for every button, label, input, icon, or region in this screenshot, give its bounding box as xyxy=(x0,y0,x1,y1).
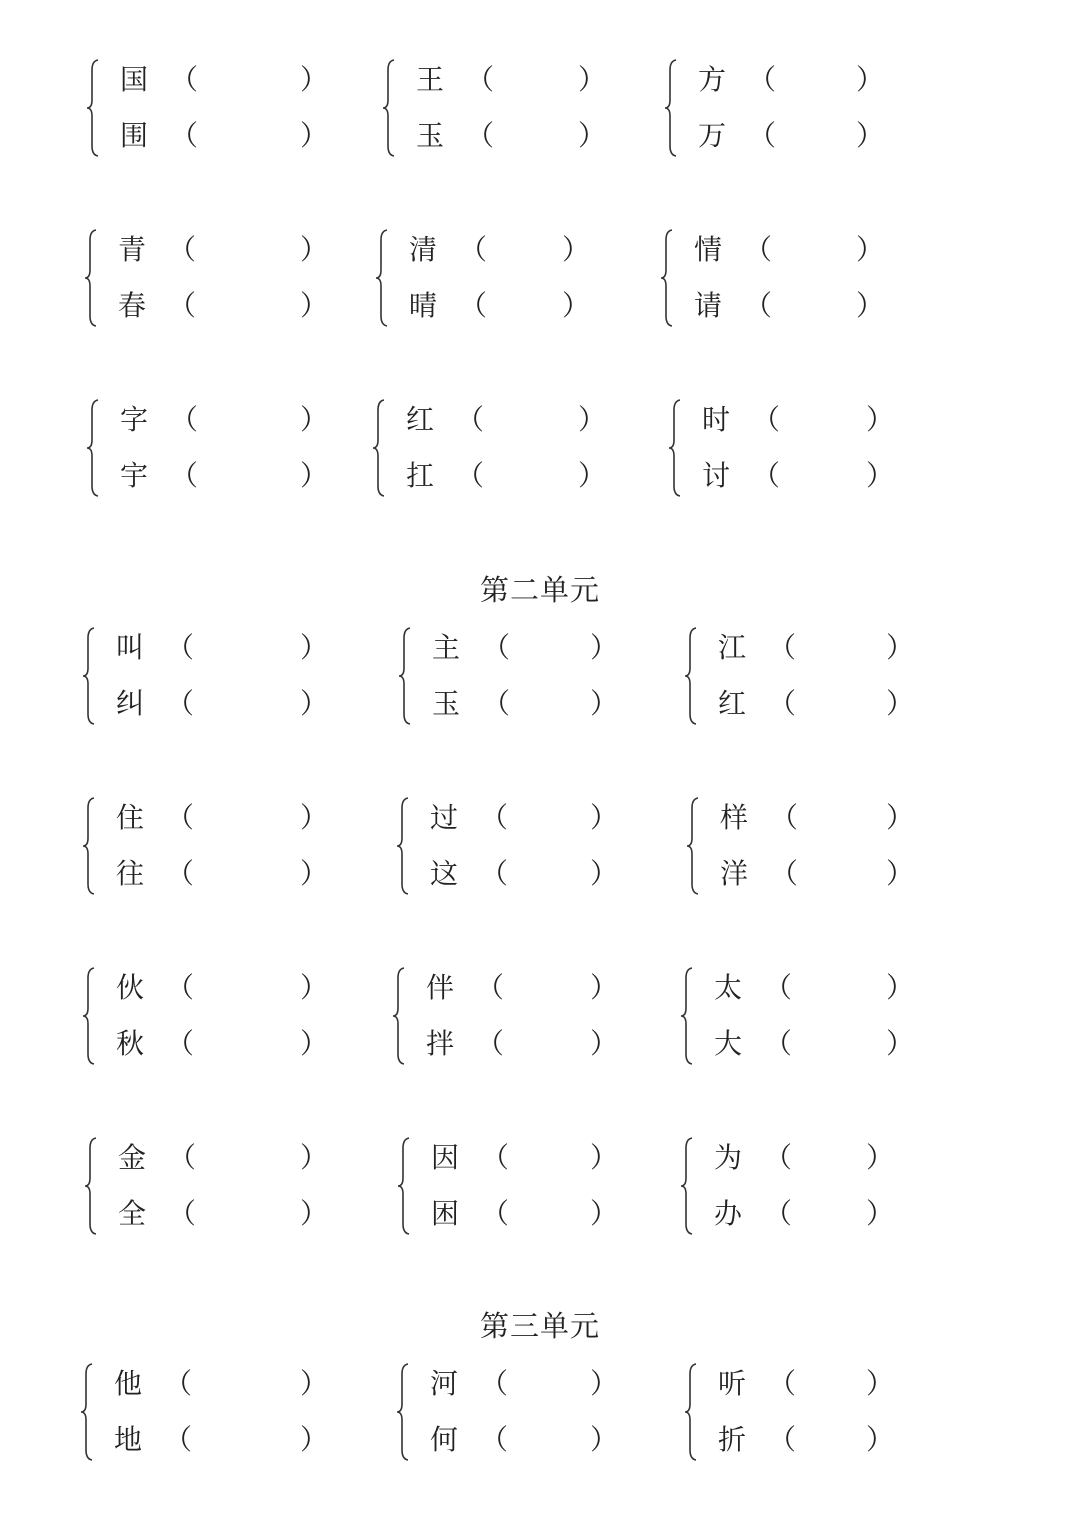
open-paren: （ xyxy=(456,403,485,436)
hanzi-char: 清 xyxy=(409,233,438,266)
hanzi-char: 何 xyxy=(430,1423,459,1456)
close-paren: ） xyxy=(300,459,329,492)
left-brace-icon xyxy=(686,796,702,896)
hanzi-char: 红 xyxy=(406,403,435,436)
close-paren: ） xyxy=(886,857,915,890)
close-paren: ） xyxy=(300,403,329,436)
left-brace-icon xyxy=(684,626,700,726)
open-paren: （ xyxy=(166,801,195,834)
char-pair-group xyxy=(82,966,382,1066)
close-paren: ） xyxy=(590,1141,619,1174)
open-paren: （ xyxy=(166,1027,195,1060)
left-brace-icon xyxy=(680,966,696,1066)
close-paren: ） xyxy=(886,971,915,1004)
left-brace-icon xyxy=(82,626,98,726)
close-paren: ） xyxy=(590,1423,619,1456)
hanzi-char: 纠 xyxy=(116,687,145,720)
char-pair-group xyxy=(382,58,682,158)
left-brace-icon xyxy=(392,966,408,1066)
open-paren: （ xyxy=(482,631,511,664)
hanzi-char: 字 xyxy=(120,403,149,436)
left-brace-icon xyxy=(664,58,680,158)
char-pair-group xyxy=(396,1362,696,1462)
close-paren: ） xyxy=(300,119,329,152)
char-pair-group xyxy=(396,796,696,896)
hanzi-char: 叫 xyxy=(116,631,145,664)
left-brace-icon xyxy=(82,796,98,896)
open-paren: （ xyxy=(166,971,195,1004)
left-brace-icon xyxy=(398,626,414,726)
close-paren: ） xyxy=(590,631,619,664)
open-paren: （ xyxy=(764,1197,793,1230)
char-pair-group xyxy=(398,626,698,726)
close-paren: ） xyxy=(578,403,607,436)
char-pair-group xyxy=(664,58,964,158)
open-paren: （ xyxy=(768,1367,797,1400)
open-paren: （ xyxy=(466,63,495,96)
open-paren: （ xyxy=(456,459,485,492)
char-pair-group xyxy=(375,228,675,328)
open-paren: （ xyxy=(748,119,777,152)
hanzi-char: 拌 xyxy=(426,1027,455,1060)
open-paren: （ xyxy=(752,459,781,492)
hanzi-char: 洋 xyxy=(720,857,749,890)
hanzi-char: 王 xyxy=(416,63,445,96)
open-paren: （ xyxy=(770,857,799,890)
hanzi-char: 万 xyxy=(698,119,727,152)
char-pair-group xyxy=(84,228,384,328)
close-paren: ） xyxy=(866,1197,895,1230)
hanzi-char: 地 xyxy=(114,1423,143,1456)
char-pair-group xyxy=(84,1136,384,1236)
open-paren: （ xyxy=(459,289,488,322)
open-paren: （ xyxy=(170,119,199,152)
hanzi-char: 春 xyxy=(118,289,147,322)
close-paren: ） xyxy=(300,63,329,96)
close-paren: ） xyxy=(300,289,329,322)
close-paren: ） xyxy=(590,1027,619,1060)
unit-heading: 第三单元 xyxy=(479,1309,600,1343)
close-paren: ） xyxy=(300,1027,329,1060)
close-paren: ） xyxy=(300,233,329,266)
char-pair-group xyxy=(680,1136,980,1236)
open-paren: （ xyxy=(764,971,793,1004)
hanzi-char: 为 xyxy=(714,1141,743,1174)
close-paren: ） xyxy=(886,1027,915,1060)
hanzi-char: 扛 xyxy=(406,459,435,492)
hanzi-char: 他 xyxy=(114,1367,143,1400)
close-paren: ） xyxy=(300,631,329,664)
close-paren: ） xyxy=(886,687,915,720)
hanzi-char: 宇 xyxy=(120,459,149,492)
close-paren: ） xyxy=(300,857,329,890)
char-pair-group xyxy=(82,626,382,726)
hanzi-char: 伴 xyxy=(426,971,455,1004)
hanzi-char: 样 xyxy=(720,801,749,834)
hanzi-char: 主 xyxy=(432,631,461,664)
hanzi-char: 围 xyxy=(120,119,149,152)
close-paren: ） xyxy=(856,119,885,152)
close-paren: ） xyxy=(578,63,607,96)
hanzi-char: 玉 xyxy=(432,687,461,720)
char-pair-group xyxy=(668,398,968,498)
char-pair-group xyxy=(684,626,984,726)
unit-heading: 第二单元 xyxy=(479,573,600,607)
char-pair-group xyxy=(86,58,386,158)
hanzi-char: 红 xyxy=(718,687,747,720)
hanzi-char: 国 xyxy=(120,63,149,96)
hanzi-char: 这 xyxy=(430,857,459,890)
hanzi-char: 大 xyxy=(714,1027,743,1060)
close-paren: ） xyxy=(856,289,885,322)
close-paren: ） xyxy=(578,119,607,152)
close-paren: ） xyxy=(590,971,619,1004)
open-paren: （ xyxy=(459,233,488,266)
hanzi-char: 折 xyxy=(718,1423,747,1456)
hanzi-char: 听 xyxy=(718,1367,747,1400)
open-paren: （ xyxy=(764,1141,793,1174)
hanzi-char: 秋 xyxy=(116,1027,145,1060)
hanzi-char: 晴 xyxy=(409,289,438,322)
left-brace-icon xyxy=(396,796,412,896)
left-brace-icon xyxy=(668,398,684,498)
open-paren: （ xyxy=(768,1423,797,1456)
hanzi-char: 江 xyxy=(718,631,747,664)
hanzi-char: 讨 xyxy=(702,459,731,492)
hanzi-char: 往 xyxy=(116,857,145,890)
close-paren: ） xyxy=(300,971,329,1004)
left-brace-icon xyxy=(684,1362,700,1462)
close-paren: ） xyxy=(856,63,885,96)
char-pair-group xyxy=(82,796,382,896)
left-brace-icon xyxy=(660,228,676,328)
open-paren: （ xyxy=(480,1423,509,1456)
close-paren: ） xyxy=(562,233,591,266)
hanzi-char: 河 xyxy=(430,1367,459,1400)
char-pair-group xyxy=(660,228,960,328)
open-paren: （ xyxy=(744,289,773,322)
hanzi-char: 方 xyxy=(698,63,727,96)
hanzi-char: 太 xyxy=(714,971,743,1004)
open-paren: （ xyxy=(482,687,511,720)
hanzi-char: 过 xyxy=(430,801,459,834)
hanzi-char: 办 xyxy=(714,1197,743,1230)
left-brace-icon xyxy=(84,1136,100,1236)
open-paren: （ xyxy=(768,631,797,664)
close-paren: ） xyxy=(590,687,619,720)
close-paren: ） xyxy=(590,857,619,890)
open-paren: （ xyxy=(170,459,199,492)
open-paren: （ xyxy=(748,63,777,96)
open-paren: （ xyxy=(166,857,195,890)
close-paren: ） xyxy=(590,1367,619,1400)
close-paren: ） xyxy=(578,459,607,492)
open-paren: （ xyxy=(481,1197,510,1230)
close-paren: ） xyxy=(590,801,619,834)
char-pair-group xyxy=(686,796,986,896)
close-paren: ） xyxy=(590,1197,619,1230)
hanzi-char: 伙 xyxy=(116,971,145,1004)
close-paren: ） xyxy=(300,1141,329,1174)
close-paren: ） xyxy=(866,459,895,492)
close-paren: ） xyxy=(300,1423,329,1456)
char-pair-group xyxy=(392,966,692,1066)
open-paren: （ xyxy=(168,1141,197,1174)
hanzi-char: 住 xyxy=(116,801,145,834)
close-paren: ） xyxy=(300,1367,329,1400)
left-brace-icon xyxy=(375,228,391,328)
open-paren: （ xyxy=(476,971,505,1004)
char-pair-group xyxy=(80,1362,380,1462)
open-paren: （ xyxy=(764,1027,793,1060)
left-brace-icon xyxy=(680,1136,696,1236)
open-paren: （ xyxy=(168,289,197,322)
open-paren: （ xyxy=(466,119,495,152)
char-pair-group xyxy=(397,1136,697,1236)
hanzi-char: 全 xyxy=(118,1197,147,1230)
hanzi-char: 请 xyxy=(694,289,723,322)
hanzi-char: 金 xyxy=(118,1141,147,1174)
open-paren: （ xyxy=(744,233,773,266)
hanzi-char: 困 xyxy=(431,1197,460,1230)
char-pair-group xyxy=(372,398,672,498)
open-paren: （ xyxy=(476,1027,505,1060)
open-paren: （ xyxy=(166,687,195,720)
close-paren: ） xyxy=(886,801,915,834)
left-brace-icon xyxy=(382,58,398,158)
open-paren: （ xyxy=(166,631,195,664)
open-paren: （ xyxy=(770,801,799,834)
close-paren: ） xyxy=(866,1367,895,1400)
hanzi-char: 因 xyxy=(431,1141,460,1174)
close-paren: ） xyxy=(856,233,885,266)
open-paren: （ xyxy=(164,1367,193,1400)
open-paren: （ xyxy=(170,403,199,436)
left-brace-icon xyxy=(82,966,98,1066)
char-pair-group xyxy=(684,1362,984,1462)
open-paren: （ xyxy=(480,1367,509,1400)
open-paren: （ xyxy=(168,233,197,266)
char-pair-group xyxy=(86,398,386,498)
close-paren: ） xyxy=(300,1197,329,1230)
hanzi-char: 玉 xyxy=(416,119,445,152)
open-paren: （ xyxy=(170,63,199,96)
hanzi-char: 情 xyxy=(694,233,723,266)
close-paren: ） xyxy=(886,631,915,664)
hanzi-char: 时 xyxy=(702,403,731,436)
close-paren: ） xyxy=(300,801,329,834)
open-paren: （ xyxy=(480,857,509,890)
open-paren: （ xyxy=(480,801,509,834)
close-paren: ） xyxy=(866,403,895,436)
left-brace-icon xyxy=(372,398,388,498)
close-paren: ） xyxy=(866,1423,895,1456)
open-paren: （ xyxy=(752,403,781,436)
open-paren: （ xyxy=(164,1423,193,1456)
left-brace-icon xyxy=(80,1362,96,1462)
left-brace-icon xyxy=(397,1136,413,1236)
left-brace-icon xyxy=(86,58,102,158)
open-paren: （ xyxy=(481,1141,510,1174)
close-paren: ） xyxy=(300,687,329,720)
left-brace-icon xyxy=(396,1362,412,1462)
open-paren: （ xyxy=(168,1197,197,1230)
close-paren: ） xyxy=(562,289,591,322)
char-pair-group xyxy=(680,966,980,1066)
left-brace-icon xyxy=(86,398,102,498)
open-paren: （ xyxy=(768,687,797,720)
left-brace-icon xyxy=(84,228,100,328)
close-paren: ） xyxy=(866,1141,895,1174)
hanzi-char: 青 xyxy=(118,233,147,266)
